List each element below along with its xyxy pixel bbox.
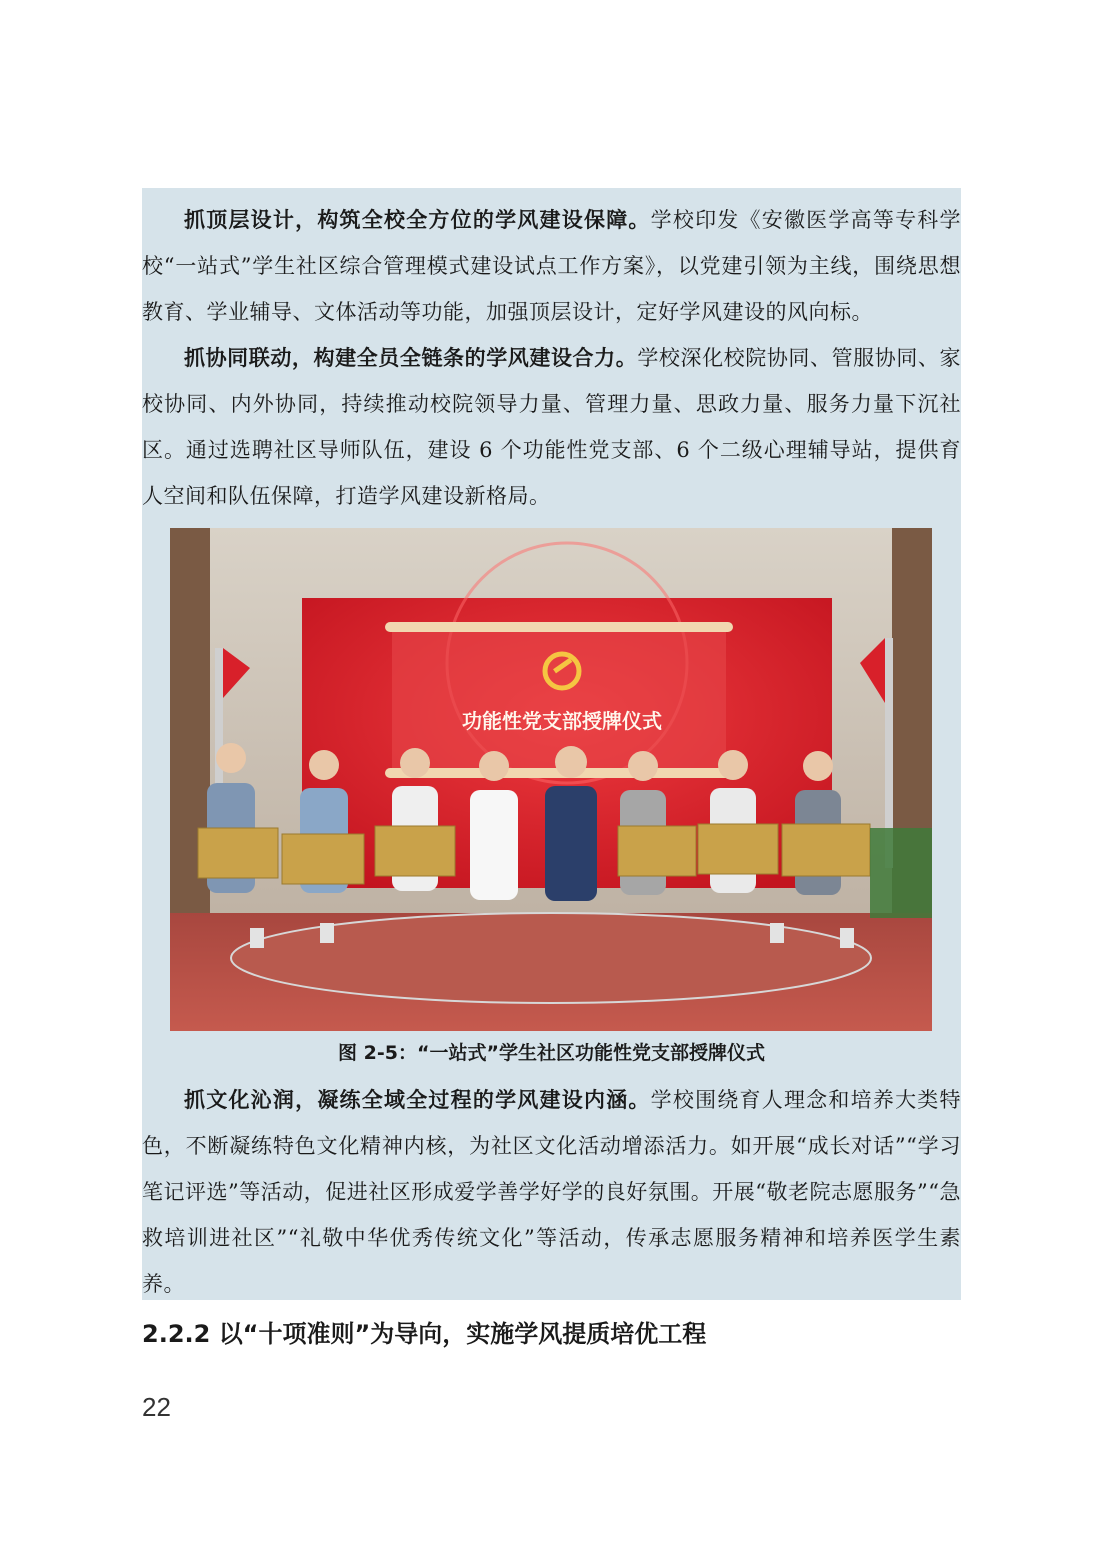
paragraph-body: 学校围绕育人理念和培养大类特色，不断凝练特色文化精神内核，为社区文化活动增添活力。如开展“成长对话”“学习笔记评选”等活动，促进社区形成爱学善学好学的良好氛围。开展“敬老院志愿服务”“急救培训进社区”“礼敬中华优秀传统文化”等活动，传承志愿服务精神和培养医学生素养。 xyxy=(142,1088,962,1296)
ceremony-photo xyxy=(170,528,932,1031)
paragraph-lead: 抓顶层设计，构筑全校全方位的学风建设保障。 xyxy=(184,207,651,232)
paragraph-lead: 抓协同联动，构建全员全链条的学风建设合力。 xyxy=(184,345,638,370)
paragraph-body: 学校印发《安徽医学高等专科学校“一站式”学生社区综合管理模式建设试点工作方案》，以党建引领为主线，围绕思想教育、学业辅导、文体活动等功能，加强顶层设计，定好学风建设的风向标。 xyxy=(142,208,962,324)
paragraph-collaboration xyxy=(142,335,961,519)
paragraph-culture xyxy=(142,1077,961,1307)
screen-title: 功能性党支部授牌仪式 xyxy=(462,709,662,733)
paragraph-top-level-design xyxy=(142,197,961,335)
paragraph-lead: 抓文化沁润，凝练全域全过程的学风建设内涵。 xyxy=(184,1087,651,1112)
paragraph-body: 学校深化校院协同、管服协同、家校协同、内外协同，持续推动校院领导力量、管理力量、思政力量、服务力量下沉社区。通过选聘社区导师队伍，建设 6 个功能性党支部、6 个二级心理辅导站，提供育人空间和队伍保障，打造学风建设新格局。 xyxy=(142,346,962,508)
section-heading: 2.2.2 以“十项准则”为导向，实施学风提质培优工程 xyxy=(142,1320,707,1348)
page-number: 22 xyxy=(142,1392,171,1422)
figure-caption: 图 2-5：“一站式”学生社区功能性党支部授牌仪式 xyxy=(338,1042,765,1064)
